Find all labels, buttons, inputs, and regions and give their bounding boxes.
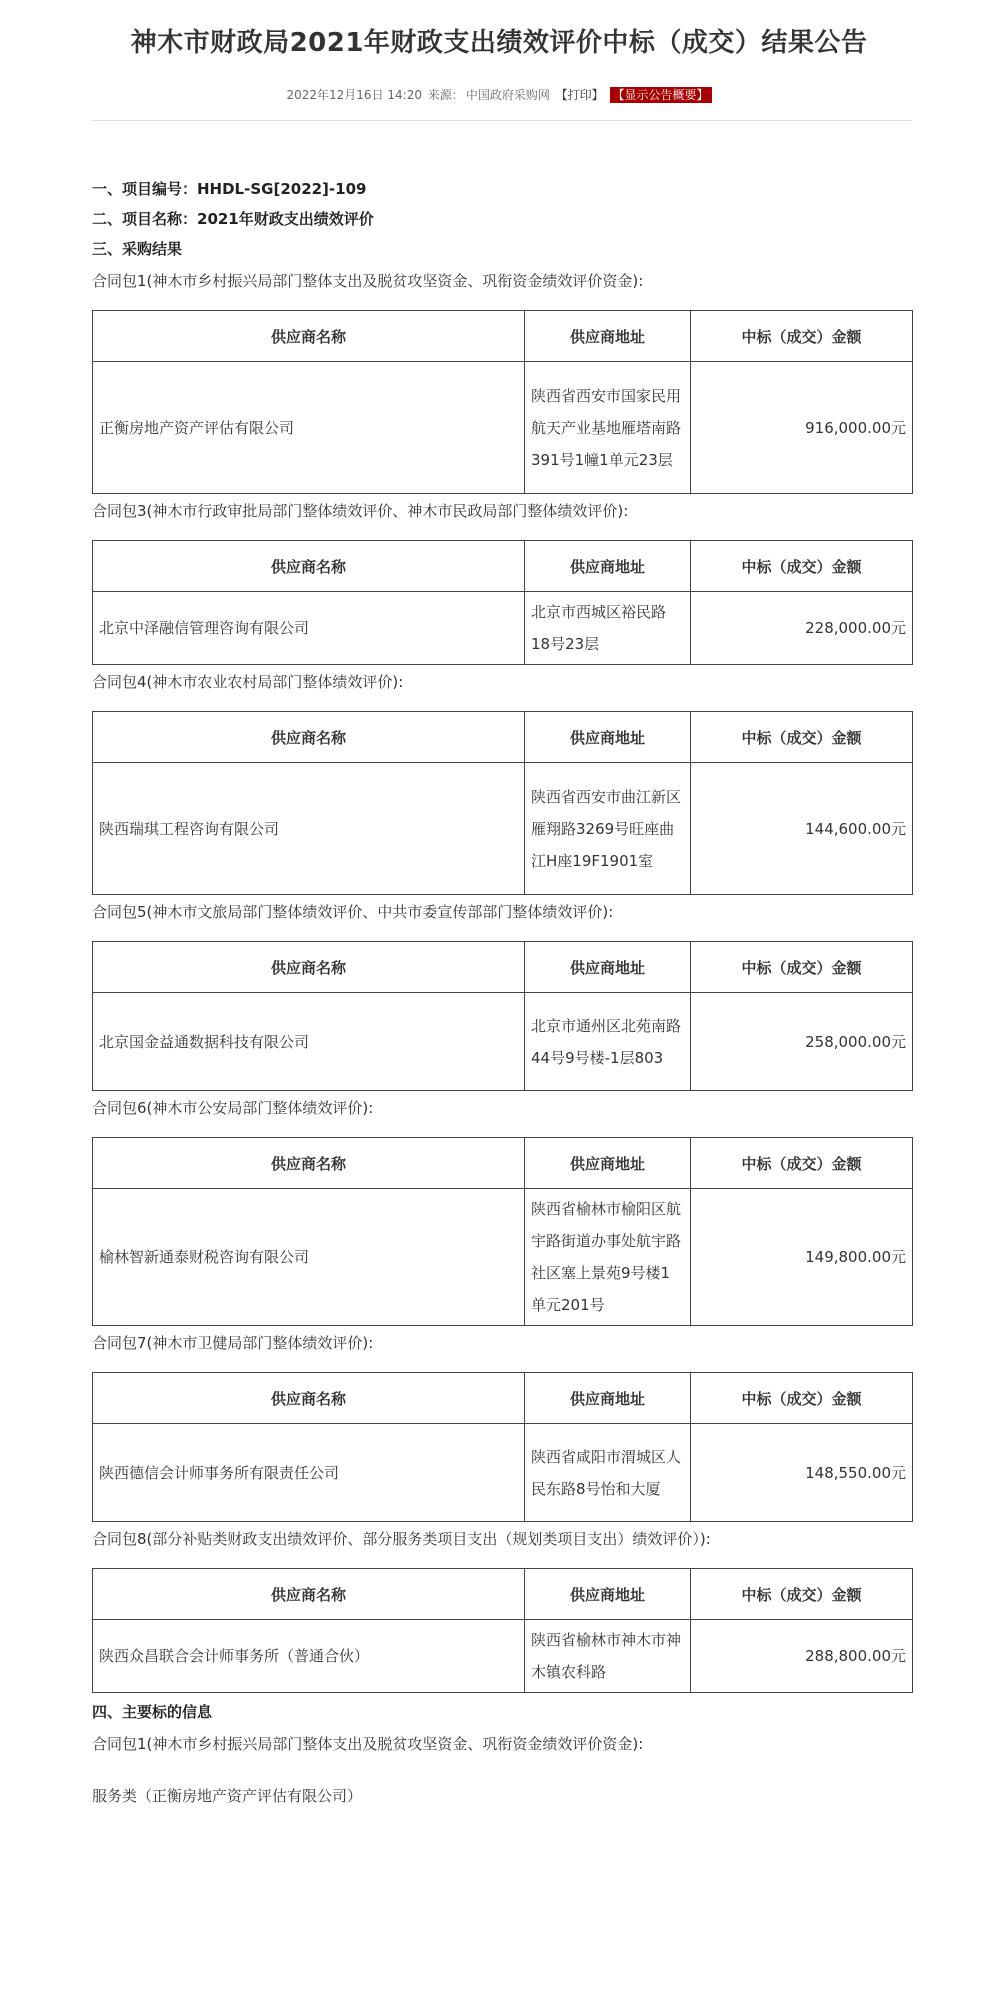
supplier-name: 正衡房地产资产评估有限公司 <box>93 362 525 494</box>
package-list <box>92 266 912 1693</box>
result-heading: 三、采购结果 <box>92 240 183 258</box>
header-award-amount: 中标（成交）金额 <box>691 1569 913 1620</box>
award-amount: 258,000.00元 <box>691 993 913 1091</box>
supplier-address: 陕西省榆林市神木市神木镇农科路 <box>525 1620 691 1693</box>
table-row <box>93 1424 913 1522</box>
header-award-amount: 中标（成交）金额 <box>691 311 913 362</box>
supplier-name: 陕西德信会计师事务所有限责任公司 <box>93 1424 525 1522</box>
table-header-row <box>93 311 913 362</box>
project-number: 一、项目编号：HHDL-SG[2022]-109 <box>92 180 367 198</box>
table-row <box>93 1620 913 1693</box>
supplier-name: 陕西众昌联合会计师事务所（普通合伙） <box>93 1620 525 1693</box>
table-header-row <box>93 541 913 592</box>
result-table <box>92 941 913 1091</box>
header-supplier-address: 供应商地址 <box>525 311 691 362</box>
supplier-address: 陕西省榆林市榆阳区航宇路街道办事处航宇路社区塞上景苑9号楼1单元201号 <box>525 1189 691 1326</box>
award-amount: 288,800.00元 <box>691 1620 913 1693</box>
header-supplier-name: 供应商名称 <box>93 311 525 362</box>
announcement-body <box>92 174 912 1811</box>
award-amount: 144,600.00元 <box>691 763 913 895</box>
award-amount: 916,000.00元 <box>691 362 913 494</box>
main-info-heading: 四、主要标的信息 <box>92 1703 213 1721</box>
award-amount: 148,550.00元 <box>691 1424 913 1522</box>
table-header-row <box>93 942 913 993</box>
main-info-service-line: 服务类（正衡房地产资产评估有限公司） <box>92 1787 363 1805</box>
supplier-name: 北京中泽融信管理咨询有限公司 <box>93 592 525 665</box>
supplier-name: 陕西瑞琪工程咨询有限公司 <box>93 763 525 895</box>
award-amount: 149,800.00元 <box>691 1189 913 1326</box>
table-row <box>93 1189 913 1326</box>
page-title: 神木市财政局2021年财政支出绩效评价中标（成交）结果公告 <box>130 28 868 58</box>
print-link[interactable]: 【打印】 <box>555 88 604 102</box>
header-supplier-address: 供应商地址 <box>525 1569 691 1620</box>
title-divider <box>92 120 912 121</box>
result-table <box>92 540 913 665</box>
header-supplier-name: 供应商名称 <box>93 1373 525 1424</box>
package-title: 合同包5(神木市文旅局部门整体绩效评价、中共市委宣传部部门整体绩效评价): <box>92 903 614 921</box>
package-title: 合同包8(部分补贴类财政支出绩效评价、部分服务类项目支出（规划类项目支出）绩效评价）): <box>92 1530 711 1548</box>
header-award-amount: 中标（成交）金额 <box>691 541 913 592</box>
supplier-address: 陕西省西安市国家民用航天产业基地雁塔南路391号1幢1单元23层 <box>525 362 691 494</box>
header-supplier-name: 供应商名称 <box>93 1569 525 1620</box>
supplier-address: 北京市西城区裕民路18号23层 <box>525 592 691 665</box>
table-header-row <box>93 712 913 763</box>
package-title: 合同包1(神木市乡村振兴局部门整体支出及脱贫攻坚资金、巩衔资金绩效评价资金): <box>92 272 644 290</box>
header-supplier-name: 供应商名称 <box>93 541 525 592</box>
result-table <box>92 1568 913 1693</box>
header-supplier-name: 供应商名称 <box>93 942 525 993</box>
header-award-amount: 中标（成交）金额 <box>691 1138 913 1189</box>
package-title: 合同包7(神木市卫健局部门整体绩效评价): <box>92 1334 374 1352</box>
article-meta <box>0 86 998 103</box>
header-award-amount: 中标（成交）金额 <box>691 942 913 993</box>
table-header-row <box>93 1373 913 1424</box>
header-award-amount: 中标（成交）金额 <box>691 712 913 763</box>
header-supplier-address: 供应商地址 <box>525 712 691 763</box>
project-name: 二、项目名称：2021年财政支出绩效评价 <box>92 210 374 228</box>
package-title: 合同包6(神木市公安局部门整体绩效评价): <box>92 1099 374 1117</box>
award-amount: 228,000.00元 <box>691 592 913 665</box>
header-supplier-address: 供应商地址 <box>525 942 691 993</box>
table-row <box>93 362 913 494</box>
result-table <box>92 1137 913 1326</box>
header-supplier-address: 供应商地址 <box>525 1373 691 1424</box>
result-table <box>92 1372 913 1522</box>
supplier-address: 北京市通州区北苑南路44号9号楼-1层803 <box>525 993 691 1091</box>
header-supplier-address: 供应商地址 <box>525 1138 691 1189</box>
table-row <box>93 592 913 665</box>
show-summary-button[interactable]: 【显示公告概要】 <box>610 87 712 103</box>
publish-datetime: 2022年12月16日 14:20 <box>286 88 422 102</box>
supplier-name: 北京国金益通数据科技有限公司 <box>93 993 525 1091</box>
source-label: 来源： <box>427 88 464 102</box>
table-header-row <box>93 1138 913 1189</box>
table-header-row <box>93 1569 913 1620</box>
supplier-name: 榆林智新通泰财税咨询有限公司 <box>93 1189 525 1326</box>
header-supplier-name: 供应商名称 <box>93 1138 525 1189</box>
header-award-amount: 中标（成交）金额 <box>691 1373 913 1424</box>
header-supplier-name: 供应商名称 <box>93 712 525 763</box>
main-info-package-title: 合同包1(神木市乡村振兴局部门整体支出及脱贫攻坚资金、巩衔资金绩效评价资金): <box>92 1735 644 1753</box>
header-supplier-address: 供应商地址 <box>525 541 691 592</box>
table-row <box>93 763 913 895</box>
supplier-address: 陕西省咸阳市渭城区人民东路8号怡和大厦 <box>525 1424 691 1522</box>
supplier-address: 陕西省西安市曲江新区雁翔路3269号旺座曲江H座19F1901室 <box>525 763 691 895</box>
result-table <box>92 310 913 494</box>
package-title: 合同包3(神木市行政审批局部门整体绩效评价、神木市民政局部门整体绩效评价): <box>92 502 629 520</box>
result-table <box>92 711 913 895</box>
source-name: 中国政府采购网 <box>465 88 550 102</box>
package-title: 合同包4(神木市农业农村局部门整体绩效评价): <box>92 673 404 691</box>
table-row <box>93 993 913 1091</box>
